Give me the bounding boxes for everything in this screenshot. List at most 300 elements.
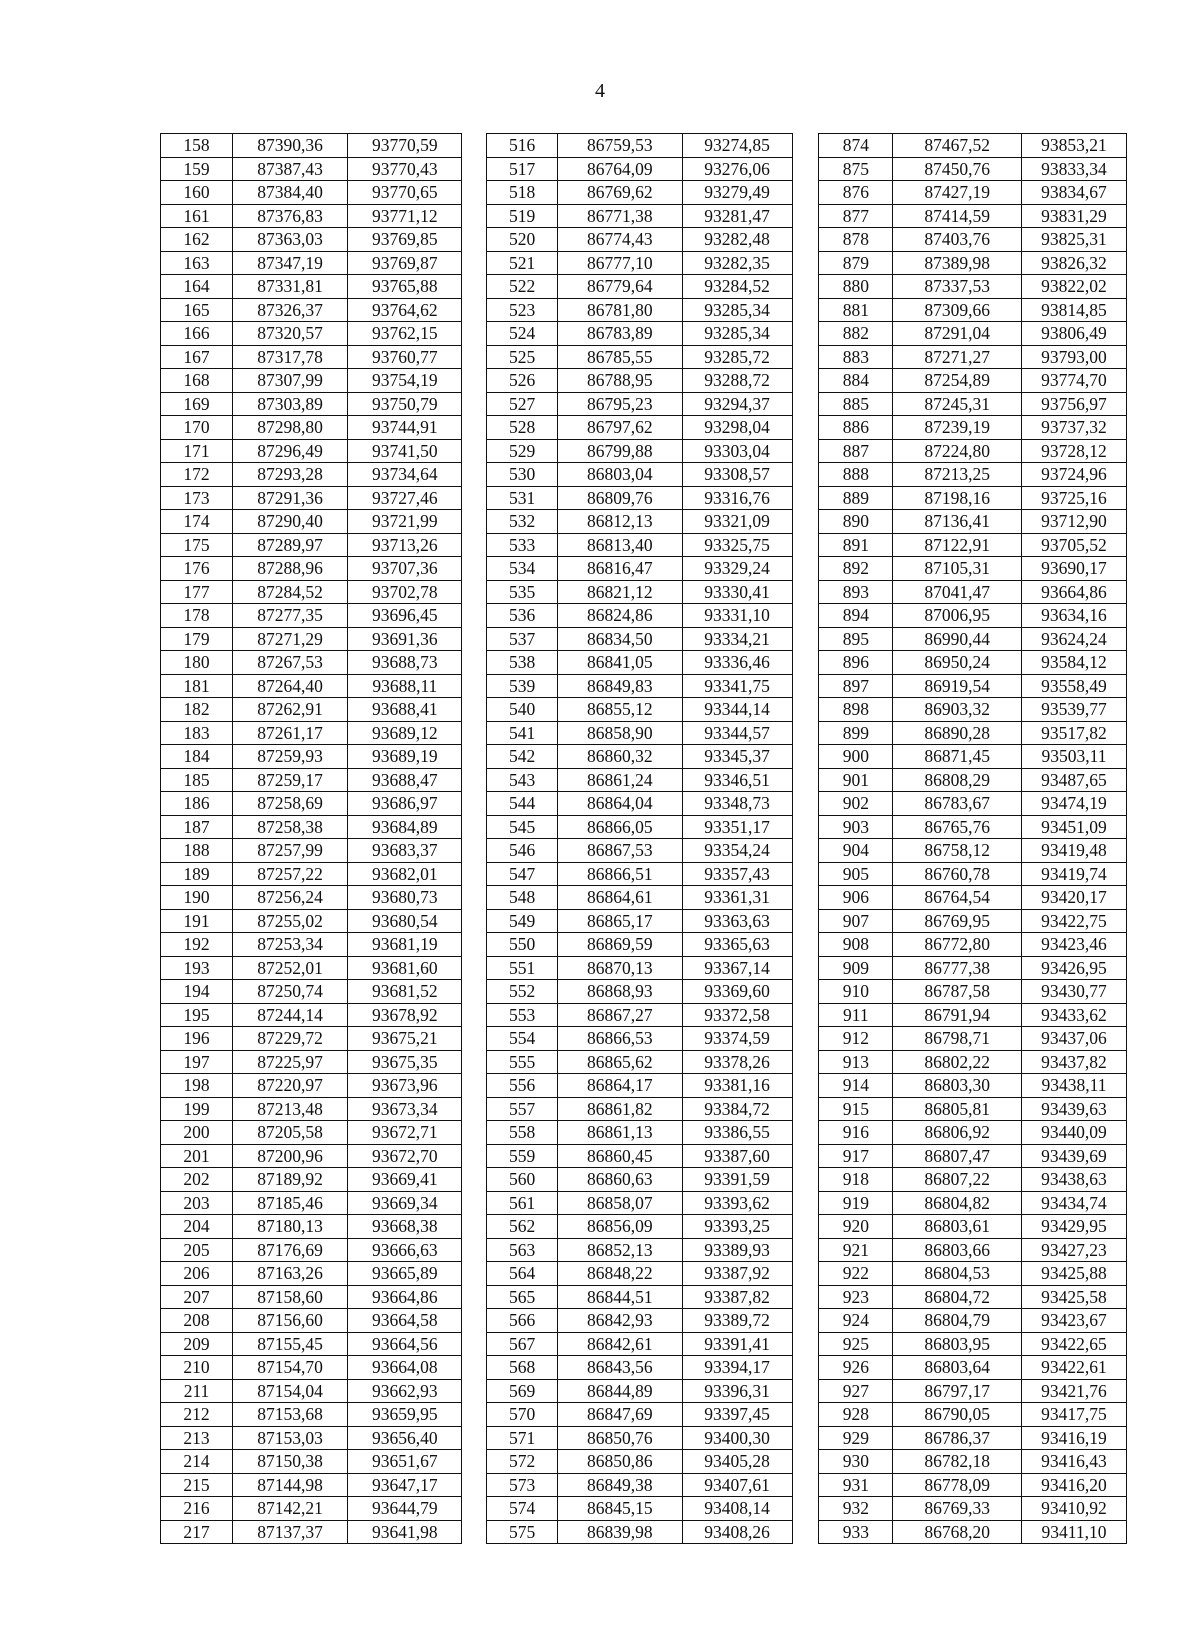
cell-point: 179 <box>161 627 233 651</box>
cell-x: 87271,29 <box>233 627 348 651</box>
column-group-separator <box>462 1144 487 1168</box>
column-group-separator <box>792 345 819 369</box>
column-group-separator <box>792 580 819 604</box>
column-group-separator <box>462 134 487 158</box>
cell-y: 93728,12 <box>1021 439 1126 463</box>
cell-y: 93664,58 <box>348 1309 462 1333</box>
table-row <box>161 1450 1127 1474</box>
cell-y: 93713,26 <box>348 533 462 557</box>
cell-x: 86849,83 <box>558 674 682 698</box>
cell-x: 87320,57 <box>233 322 348 346</box>
cell-point: 174 <box>161 510 233 534</box>
cell-point: 202 <box>161 1168 233 1192</box>
cell-y: 93285,34 <box>682 322 792 346</box>
cell-y: 93365,63 <box>682 933 792 957</box>
cell-y: 93634,16 <box>1021 604 1126 628</box>
cell-y: 93374,59 <box>682 1027 792 1051</box>
cell-y: 93681,60 <box>348 956 462 980</box>
cell-x: 86890,28 <box>893 721 1022 745</box>
column-group-separator <box>792 1309 819 1333</box>
cell-y: 93770,59 <box>348 134 462 158</box>
table-row <box>161 439 1127 463</box>
cell-x: 86860,45 <box>558 1144 682 1168</box>
table-row <box>161 792 1127 816</box>
cell-point: 196 <box>161 1027 233 1051</box>
column-group-separator <box>792 1168 819 1192</box>
cell-y: 93584,12 <box>1021 651 1126 675</box>
cell-point: 522 <box>487 275 558 299</box>
cell-x: 87213,25 <box>893 463 1022 487</box>
column-group-separator <box>462 1215 487 1239</box>
cell-x: 87158,60 <box>233 1285 348 1309</box>
table-row <box>161 674 1127 698</box>
cell-point: 160 <box>161 181 233 205</box>
column-group-separator <box>462 1168 487 1192</box>
cell-point: 911 <box>819 1003 893 1027</box>
table-row <box>161 839 1127 863</box>
cell-point: 193 <box>161 956 233 980</box>
cell-y: 93417,75 <box>1021 1403 1126 1427</box>
cell-x: 87255,02 <box>233 909 348 933</box>
column-group-separator <box>792 1050 819 1074</box>
cell-y: 93673,96 <box>348 1074 462 1098</box>
cell-y: 93282,35 <box>682 251 792 275</box>
cell-y: 93427,23 <box>1021 1238 1126 1262</box>
column-group-separator <box>792 651 819 675</box>
cell-point: 876 <box>819 181 893 205</box>
cell-point: 187 <box>161 815 233 839</box>
cell-x: 87264,40 <box>233 674 348 698</box>
cell-y: 93372,58 <box>682 1003 792 1027</box>
column-group-separator <box>792 1379 819 1403</box>
cell-x: 87289,97 <box>233 533 348 557</box>
cell-y: 93437,06 <box>1021 1027 1126 1051</box>
cell-x: 86850,76 <box>558 1426 682 1450</box>
column-group-separator <box>462 815 487 839</box>
column-group-separator <box>792 486 819 510</box>
cell-y: 93425,58 <box>1021 1285 1126 1309</box>
cell-y: 93298,04 <box>682 416 792 440</box>
cell-point: 550 <box>487 933 558 957</box>
column-group-separator <box>792 980 819 1004</box>
cell-y: 93641,98 <box>348 1520 462 1544</box>
cell-point: 555 <box>487 1050 558 1074</box>
cell-point: 903 <box>819 815 893 839</box>
cell-y: 93691,36 <box>348 627 462 651</box>
cell-y: 93517,82 <box>1021 721 1126 745</box>
cell-point: 523 <box>487 298 558 322</box>
cell-y: 93391,41 <box>682 1332 792 1356</box>
cell-x: 86777,38 <box>893 956 1022 980</box>
cell-point: 565 <box>487 1285 558 1309</box>
cell-point: 199 <box>161 1097 233 1121</box>
cell-point: 190 <box>161 886 233 910</box>
cell-point: 171 <box>161 439 233 463</box>
column-group-separator <box>462 1356 487 1380</box>
column-group-separator <box>462 768 487 792</box>
column-group-separator <box>462 1332 487 1356</box>
cell-y: 93806,49 <box>1021 322 1126 346</box>
cell-point: 167 <box>161 345 233 369</box>
column-group-separator <box>792 298 819 322</box>
cell-y: 93539,77 <box>1021 698 1126 722</box>
column-group-separator <box>792 1450 819 1474</box>
table-row <box>161 157 1127 181</box>
column-group-separator <box>462 416 487 440</box>
column-group-separator <box>462 1050 487 1074</box>
cell-y: 93662,93 <box>348 1379 462 1403</box>
cell-x: 87163,26 <box>233 1262 348 1286</box>
cell-point: 896 <box>819 651 893 675</box>
cell-point: 894 <box>819 604 893 628</box>
cell-point: 541 <box>487 721 558 745</box>
cell-point: 180 <box>161 651 233 675</box>
column-group-separator <box>462 862 487 886</box>
cell-point: 900 <box>819 745 893 769</box>
cell-point: 529 <box>487 439 558 463</box>
cell-point: 882 <box>819 322 893 346</box>
cell-point: 905 <box>819 862 893 886</box>
table-row <box>161 1168 1127 1192</box>
cell-y: 93831,29 <box>1021 204 1126 228</box>
table-row <box>161 251 1127 275</box>
cell-x: 87185,46 <box>233 1191 348 1215</box>
cell-y: 93814,85 <box>1021 298 1126 322</box>
column-group-separator <box>462 298 487 322</box>
cell-y: 93686,97 <box>348 792 462 816</box>
cell-x: 87006,95 <box>893 604 1022 628</box>
cell-x: 86844,89 <box>558 1379 682 1403</box>
table-row <box>161 486 1127 510</box>
cell-x: 86769,62 <box>558 181 682 205</box>
cell-point: 535 <box>487 580 558 604</box>
cell-point: 162 <box>161 228 233 252</box>
cell-point: 552 <box>487 980 558 1004</box>
cell-point: 895 <box>819 627 893 651</box>
cell-x: 86843,56 <box>558 1356 682 1380</box>
cell-y: 93727,46 <box>348 486 462 510</box>
cell-point: 211 <box>161 1379 233 1403</box>
cell-y: 93354,24 <box>682 839 792 863</box>
column-group-separator <box>462 604 487 628</box>
cell-point: 208 <box>161 1309 233 1333</box>
cell-x: 87041,47 <box>893 580 1022 604</box>
cell-point: 919 <box>819 1191 893 1215</box>
cell-x: 87200,96 <box>233 1144 348 1168</box>
cell-x: 86864,04 <box>558 792 682 816</box>
table-row <box>161 651 1127 675</box>
cell-y: 93378,26 <box>682 1050 792 1074</box>
column-group-separator <box>462 580 487 604</box>
cell-point: 929 <box>819 1426 893 1450</box>
cell-y: 93294,37 <box>682 392 792 416</box>
cell-x: 87293,28 <box>233 463 348 487</box>
column-group-separator <box>462 345 487 369</box>
cell-x: 86779,64 <box>558 275 682 299</box>
cell-x: 86803,61 <box>893 1215 1022 1239</box>
cell-point: 573 <box>487 1473 558 1497</box>
column-group-separator <box>792 1027 819 1051</box>
cell-point: 569 <box>487 1379 558 1403</box>
cell-x: 86842,93 <box>558 1309 682 1333</box>
cell-point: 877 <box>819 204 893 228</box>
cell-x: 87309,66 <box>893 298 1022 322</box>
cell-y: 93724,96 <box>1021 463 1126 487</box>
cell-point: 532 <box>487 510 558 534</box>
cell-point: 892 <box>819 557 893 581</box>
column-group-separator <box>462 251 487 275</box>
cell-y: 93408,26 <box>682 1520 792 1544</box>
column-group-separator <box>462 533 487 557</box>
cell-y: 93438,63 <box>1021 1168 1126 1192</box>
column-group-separator <box>462 721 487 745</box>
cell-x: 86867,53 <box>558 839 682 863</box>
cell-x: 86772,80 <box>893 933 1022 957</box>
cell-y: 93451,09 <box>1021 815 1126 839</box>
column-group-separator <box>462 651 487 675</box>
cell-y: 93683,37 <box>348 839 462 863</box>
cell-y: 93423,46 <box>1021 933 1126 957</box>
cell-point: 531 <box>487 486 558 510</box>
cell-point: 526 <box>487 369 558 393</box>
cell-x: 87229,72 <box>233 1027 348 1051</box>
cell-y: 93651,67 <box>348 1450 462 1474</box>
cell-x: 86870,13 <box>558 956 682 980</box>
cell-x: 86855,12 <box>558 698 682 722</box>
cell-y: 93285,72 <box>682 345 792 369</box>
cell-point: 924 <box>819 1309 893 1333</box>
cell-point: 932 <box>819 1497 893 1521</box>
cell-x: 87262,91 <box>233 698 348 722</box>
cell-y: 93741,50 <box>348 439 462 463</box>
cell-point: 177 <box>161 580 233 604</box>
cell-point: 901 <box>819 768 893 792</box>
cell-x: 87257,22 <box>233 862 348 886</box>
cell-y: 93400,30 <box>682 1426 792 1450</box>
cell-point: 191 <box>161 909 233 933</box>
cell-y: 93336,46 <box>682 651 792 675</box>
column-group-separator <box>462 392 487 416</box>
cell-y: 93416,19 <box>1021 1426 1126 1450</box>
column-group-separator <box>462 745 487 769</box>
cell-x: 87220,97 <box>233 1074 348 1098</box>
table-row <box>161 909 1127 933</box>
cell-y: 93675,21 <box>348 1027 462 1051</box>
cell-y: 93664,86 <box>1021 580 1126 604</box>
column-group-separator <box>792 1285 819 1309</box>
cell-x: 87252,01 <box>233 956 348 980</box>
cell-point: 883 <box>819 345 893 369</box>
cell-y: 93825,31 <box>1021 228 1126 252</box>
table-row <box>161 815 1127 839</box>
cell-x: 86858,90 <box>558 721 682 745</box>
cell-x: 86799,88 <box>558 439 682 463</box>
cell-x: 86758,12 <box>893 839 1022 863</box>
cell-point: 533 <box>487 533 558 557</box>
cell-point: 189 <box>161 862 233 886</box>
cell-y: 93422,65 <box>1021 1332 1126 1356</box>
cell-y: 93770,43 <box>348 157 462 181</box>
cell-point: 521 <box>487 251 558 275</box>
cell-y: 93503,11 <box>1021 745 1126 769</box>
table-row <box>161 369 1127 393</box>
cell-y: 93668,38 <box>348 1215 462 1239</box>
cell-x: 86844,51 <box>558 1285 682 1309</box>
cell-y: 93279,49 <box>682 181 792 205</box>
cell-y: 93644,79 <box>348 1497 462 1521</box>
cell-x: 86803,04 <box>558 463 682 487</box>
cell-point: 518 <box>487 181 558 205</box>
column-group-separator <box>792 369 819 393</box>
table-row <box>161 1097 1127 1121</box>
cell-y: 93669,41 <box>348 1168 462 1192</box>
cell-x: 86847,69 <box>558 1403 682 1427</box>
table-row <box>161 204 1127 228</box>
cell-x: 87347,19 <box>233 251 348 275</box>
column-group-separator <box>792 463 819 487</box>
cell-point: 553 <box>487 1003 558 1027</box>
cell-point: 209 <box>161 1332 233 1356</box>
cell-x: 87154,70 <box>233 1356 348 1380</box>
cell-point: 912 <box>819 1027 893 1051</box>
coordinates-table <box>160 133 1127 1544</box>
cell-y: 93439,63 <box>1021 1097 1126 1121</box>
cell-x: 86858,07 <box>558 1191 682 1215</box>
cell-x: 87250,74 <box>233 980 348 1004</box>
cell-y: 93688,11 <box>348 674 462 698</box>
cell-y: 93765,88 <box>348 275 462 299</box>
cell-point: 558 <box>487 1121 558 1145</box>
column-group-separator <box>462 510 487 534</box>
cell-y: 93680,73 <box>348 886 462 910</box>
column-group-separator <box>462 933 487 957</box>
cell-point: 183 <box>161 721 233 745</box>
cell-x: 87389,98 <box>893 251 1022 275</box>
cell-y: 93750,79 <box>348 392 462 416</box>
column-group-separator <box>462 275 487 299</box>
column-group-separator <box>462 1403 487 1427</box>
cell-point: 908 <box>819 933 893 957</box>
column-group-separator <box>792 839 819 863</box>
cell-point: 200 <box>161 1121 233 1145</box>
page-number: 4 <box>595 80 605 102</box>
column-group-separator <box>792 745 819 769</box>
cell-x: 86813,40 <box>558 533 682 557</box>
cell-point: 169 <box>161 392 233 416</box>
cell-y: 93410,92 <box>1021 1497 1126 1521</box>
cell-y: 93793,00 <box>1021 345 1126 369</box>
cell-y: 93705,52 <box>1021 533 1126 557</box>
cell-x: 86864,17 <box>558 1074 682 1098</box>
cell-y: 93394,17 <box>682 1356 792 1380</box>
column-group-separator <box>792 134 819 158</box>
cell-x: 86865,17 <box>558 909 682 933</box>
column-group-separator <box>462 181 487 205</box>
cell-y: 93325,75 <box>682 533 792 557</box>
cell-point: 888 <box>819 463 893 487</box>
cell-x: 86760,78 <box>893 862 1022 886</box>
table-row <box>161 1356 1127 1380</box>
cell-y: 93664,08 <box>348 1356 462 1380</box>
cell-point: 567 <box>487 1332 558 1356</box>
cell-y: 93425,88 <box>1021 1262 1126 1286</box>
column-group-separator <box>462 1473 487 1497</box>
table-row <box>161 627 1127 651</box>
cell-y: 93673,34 <box>348 1097 462 1121</box>
column-group-separator <box>462 909 487 933</box>
cell-x: 86842,61 <box>558 1332 682 1356</box>
cell-y: 93363,63 <box>682 909 792 933</box>
table-row <box>161 557 1127 581</box>
cell-x: 86871,45 <box>893 745 1022 769</box>
cell-x: 87363,03 <box>233 228 348 252</box>
cell-point: 910 <box>819 980 893 1004</box>
cell-point: 166 <box>161 322 233 346</box>
cell-x: 86865,62 <box>558 1050 682 1074</box>
column-group-separator <box>792 909 819 933</box>
cell-y: 93434,74 <box>1021 1191 1126 1215</box>
cell-x: 86856,09 <box>558 1215 682 1239</box>
cell-x: 86869,59 <box>558 933 682 957</box>
cell-point: 536 <box>487 604 558 628</box>
table-row <box>161 745 1127 769</box>
cell-y: 93433,62 <box>1021 1003 1126 1027</box>
table-row <box>161 1144 1127 1168</box>
column-group-separator <box>462 1003 487 1027</box>
column-group-separator <box>792 510 819 534</box>
cell-x: 86903,32 <box>893 698 1022 722</box>
cell-point: 560 <box>487 1168 558 1192</box>
cell-point: 881 <box>819 298 893 322</box>
cell-y: 93764,62 <box>348 298 462 322</box>
cell-point: 928 <box>819 1403 893 1427</box>
column-group-separator <box>792 721 819 745</box>
cell-x: 86861,24 <box>558 768 682 792</box>
cell-y: 93419,74 <box>1021 862 1126 886</box>
cell-y: 93330,41 <box>682 580 792 604</box>
table-row <box>161 1215 1127 1239</box>
cell-y: 93487,65 <box>1021 768 1126 792</box>
cell-point: 880 <box>819 275 893 299</box>
cell-x: 87376,83 <box>233 204 348 228</box>
cell-point: 546 <box>487 839 558 863</box>
cell-y: 93386,55 <box>682 1121 792 1145</box>
cell-x: 87144,98 <box>233 1473 348 1497</box>
cell-point: 520 <box>487 228 558 252</box>
cell-y: 93274,85 <box>682 134 792 158</box>
cell-x: 86769,33 <box>893 1497 1022 1521</box>
column-group-separator <box>462 1097 487 1121</box>
cell-y: 93389,72 <box>682 1309 792 1333</box>
cell-point: 878 <box>819 228 893 252</box>
cell-x: 86816,47 <box>558 557 682 581</box>
cell-point: 902 <box>819 792 893 816</box>
cell-x: 86774,43 <box>558 228 682 252</box>
cell-point: 186 <box>161 792 233 816</box>
column-group-separator <box>462 369 487 393</box>
cell-x: 87290,40 <box>233 510 348 534</box>
cell-y: 93437,82 <box>1021 1050 1126 1074</box>
cell-x: 86866,53 <box>558 1027 682 1051</box>
cell-x: 86866,51 <box>558 862 682 886</box>
cell-y: 93430,77 <box>1021 980 1126 1004</box>
cell-y: 93276,06 <box>682 157 792 181</box>
cell-y: 93393,62 <box>682 1191 792 1215</box>
column-group-separator <box>792 1262 819 1286</box>
cell-point: 572 <box>487 1450 558 1474</box>
cell-point: 570 <box>487 1403 558 1427</box>
table-row <box>161 956 1127 980</box>
